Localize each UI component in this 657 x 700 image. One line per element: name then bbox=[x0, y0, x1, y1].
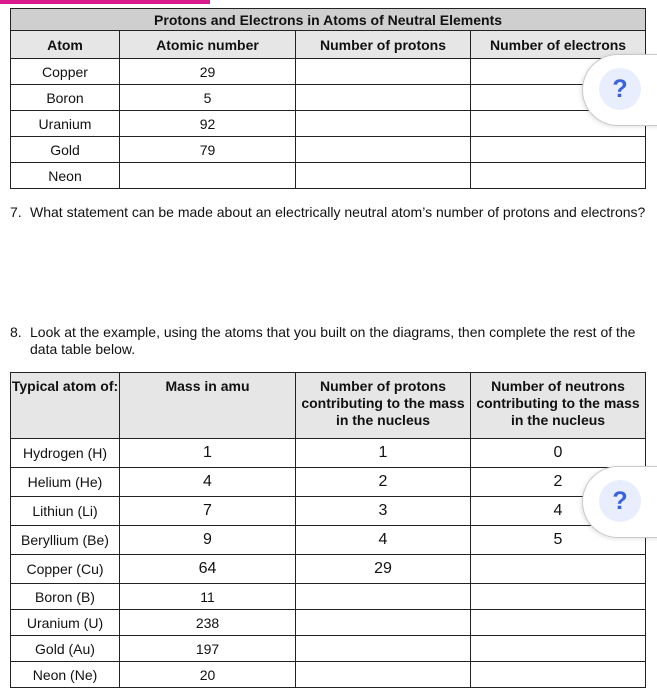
cell-protons[interactable] bbox=[296, 59, 471, 85]
question-7 bbox=[10, 204, 650, 221]
cell-protons[interactable] bbox=[296, 662, 471, 688]
question-text: Look at the example, using the atoms that you built on the diagrams, then complete the rest of the data table below. bbox=[30, 324, 636, 357]
cell-neutrons: 2 bbox=[471, 468, 646, 497]
cell-protons[interactable] bbox=[296, 137, 471, 163]
cell-atom: Uranium bbox=[11, 111, 120, 137]
cell-mass: 20 bbox=[120, 662, 296, 688]
table-row bbox=[11, 526, 646, 555]
cell-mass: 7 bbox=[120, 497, 296, 526]
cell-atomic-number: 29 bbox=[120, 59, 296, 85]
cell-mass: 238 bbox=[120, 610, 296, 636]
cell-protons[interactable] bbox=[296, 111, 471, 137]
table-row bbox=[11, 555, 646, 584]
cell-electrons[interactable] bbox=[471, 163, 646, 189]
help-button[interactable] bbox=[582, 466, 657, 538]
cell-neutrons[interactable] bbox=[471, 610, 646, 636]
question-number: 8. bbox=[10, 324, 22, 340]
cell-atomic-number: 79 bbox=[120, 137, 296, 163]
cell-atom: Hydrogen (H) bbox=[11, 439, 120, 468]
cell-protons: 3 bbox=[296, 497, 471, 526]
cell-atomic-number: 5 bbox=[120, 85, 296, 111]
table-row bbox=[11, 85, 646, 111]
question-mark-icon: ? bbox=[599, 68, 641, 110]
table-row bbox=[11, 468, 646, 497]
table-row bbox=[11, 111, 646, 137]
question-mark-icon: ? bbox=[599, 480, 641, 522]
cell-neutrons: 5 bbox=[471, 526, 646, 555]
table-row bbox=[11, 163, 646, 189]
cell-mass: 11 bbox=[120, 584, 296, 610]
cell-neutrons[interactable] bbox=[471, 555, 646, 584]
cell-atom: Beryllium (Be) bbox=[11, 526, 120, 555]
cell-atom: Neon bbox=[11, 163, 120, 189]
cell-mass: 4 bbox=[120, 468, 296, 497]
table-title: Protons and Electrons in Atoms of Neutral Elements bbox=[11, 9, 646, 31]
question-number: 7. bbox=[10, 204, 22, 220]
cell-protons: 1 bbox=[296, 439, 471, 468]
accent-line bbox=[0, 0, 210, 4]
table-row bbox=[11, 662, 646, 688]
cell-atom: Boron bbox=[11, 85, 120, 111]
table-row bbox=[11, 59, 646, 85]
cell-atom: Copper bbox=[11, 59, 120, 85]
cell-neutrons: 0 bbox=[471, 439, 646, 468]
table-row bbox=[11, 584, 646, 610]
col-header-protons: Number of protons contributing to the mass in the nucleus bbox=[296, 373, 471, 439]
cell-protons: 29 bbox=[296, 555, 471, 584]
cell-neutrons[interactable] bbox=[471, 584, 646, 610]
table-row bbox=[11, 610, 646, 636]
cell-atom: Neon (Ne) bbox=[11, 662, 120, 688]
cell-atom: Gold bbox=[11, 137, 120, 163]
table-row bbox=[11, 497, 646, 526]
cell-mass: 64 bbox=[120, 555, 296, 584]
cell-atom: Boron (B) bbox=[11, 584, 120, 610]
cell-neutrons: 4 bbox=[471, 497, 646, 526]
cell-electrons[interactable] bbox=[471, 137, 646, 163]
table-row bbox=[11, 636, 646, 662]
mass-nucleus-table bbox=[10, 372, 646, 688]
cell-atom: Gold (Au) bbox=[11, 636, 120, 662]
cell-protons[interactable] bbox=[296, 85, 471, 111]
cell-protons[interactable] bbox=[296, 163, 471, 189]
cell-protons: 2 bbox=[296, 468, 471, 497]
question-8 bbox=[10, 324, 650, 358]
col-header-neutrons: Number of neutrons contributing to the mass in the nucleus bbox=[471, 373, 646, 439]
table-row bbox=[11, 137, 646, 163]
cell-mass: 197 bbox=[120, 636, 296, 662]
cell-atomic-number: 92 bbox=[120, 111, 296, 137]
col-header-atom: Atom bbox=[11, 31, 120, 59]
cell-mass: 1 bbox=[120, 439, 296, 468]
cell-atom: Uranium (U) bbox=[11, 610, 120, 636]
table-row bbox=[11, 439, 646, 468]
help-button[interactable] bbox=[582, 54, 657, 126]
cell-neutrons[interactable] bbox=[471, 636, 646, 662]
cell-protons[interactable] bbox=[296, 610, 471, 636]
col-header-typical-atom: Typical atom of: bbox=[11, 373, 120, 439]
protons-electrons-table bbox=[10, 8, 646, 189]
col-header-protons: Number of protons bbox=[296, 31, 471, 59]
cell-mass: 9 bbox=[120, 526, 296, 555]
col-header-electrons: Number of electrons bbox=[471, 31, 646, 59]
cell-atom: Helium (He) bbox=[11, 468, 120, 497]
cell-atom: Lithiun (Li) bbox=[11, 497, 120, 526]
col-header-mass: Mass in amu bbox=[120, 373, 296, 439]
question-text: What statement can be made about an electrically neutral atom’s number of protons and electrons? bbox=[30, 204, 646, 220]
cell-atom: Copper (Cu) bbox=[11, 555, 120, 584]
cell-atomic-number[interactable] bbox=[120, 163, 296, 189]
cell-neutrons[interactable] bbox=[471, 662, 646, 688]
col-header-atomic-number: Atomic number bbox=[120, 31, 296, 59]
cell-protons: 4 bbox=[296, 526, 471, 555]
cell-protons[interactable] bbox=[296, 636, 471, 662]
cell-protons[interactable] bbox=[296, 584, 471, 610]
